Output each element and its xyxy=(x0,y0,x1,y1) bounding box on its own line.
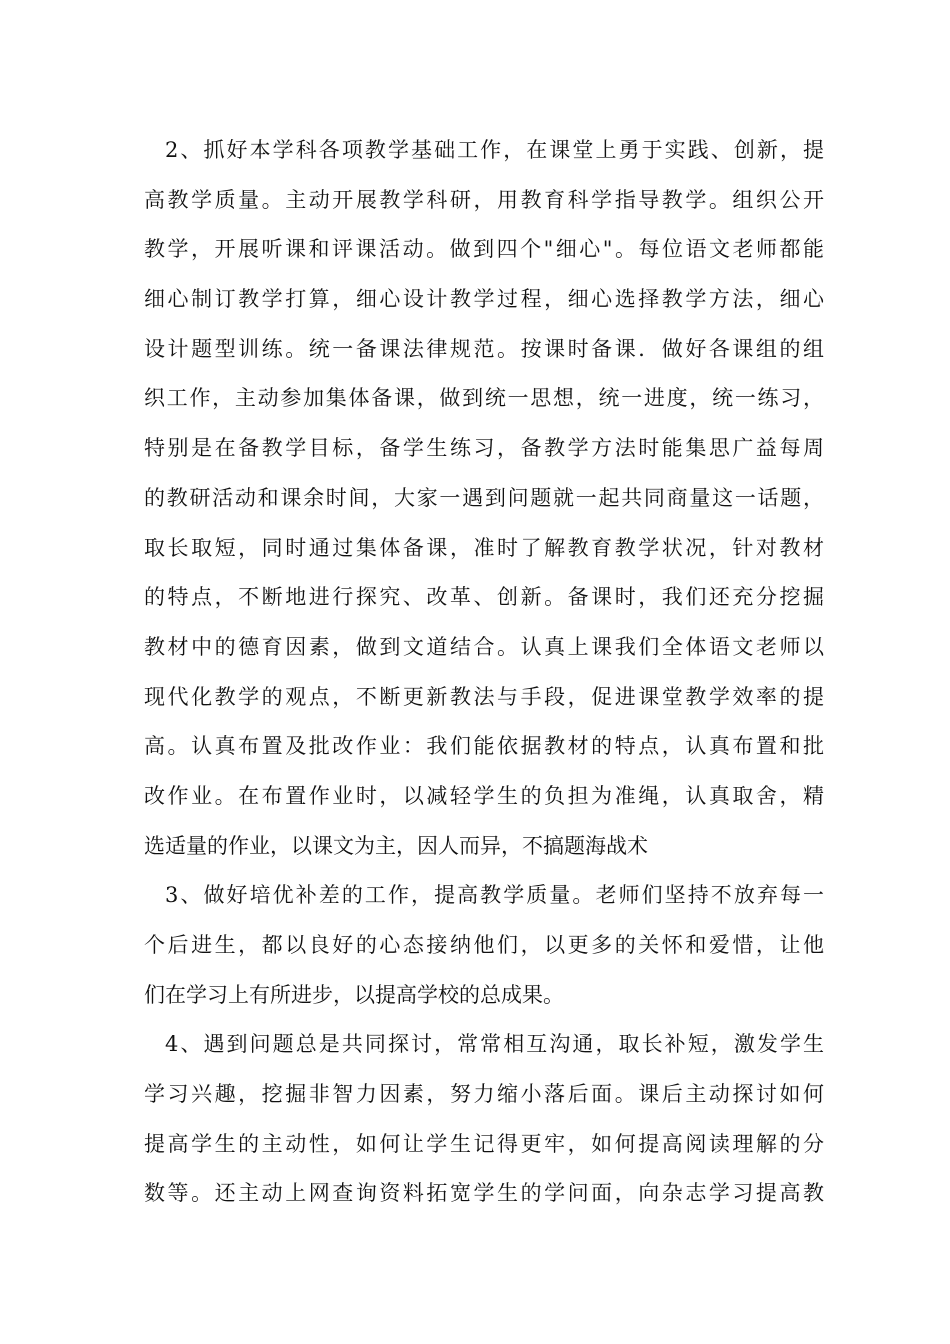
paragraph-3-line-2: 个后进生，都以良好的心态接纳他们，以更多的关怀和爱惜，让他 xyxy=(144,933,824,957)
paragraph-2-line-11: 教材中的德育因素，做到文道结合。认真上课我们全体语文老师以 xyxy=(144,634,824,659)
paragraph-2-line-1: 2、抓好本学科各项教学基础工作，在课堂上勇于实践、创新，提 xyxy=(165,138,824,162)
paragraph-2-line-4: 细心制订教学打算，细心设计教学过程，细心选择教学方法，细心 xyxy=(144,287,824,312)
paragraph-2-line-7: 特别是在备教学目标，备学生练习，备教学方法时能集思广益每周 xyxy=(144,436,824,461)
paragraph-4-line-1: 4、遇到问题总是共同探讨，常常相互沟通，取长补短，激发学生 xyxy=(165,1032,824,1057)
paragraph-2-line-3: 教学，开展听课和评课活动。做到四个"细心"。每位语文老师都能 xyxy=(144,237,824,262)
paragraph-4-line-3: 提高学生的主动性，如何让学生记得更牢，如何提高阅读理解的分 xyxy=(144,1131,824,1156)
paragraph-2-line-8: 的教研活动和课余时间，大家一遇到问题就一起共同商量这一话题， xyxy=(144,485,824,510)
paragraph-2-line-15: 选适量的作业，以课文为主，因人而异，不搞题海战术 xyxy=(144,833,648,858)
paragraph-3-line-3: 们在学习上有所进步，以提高学校的总成果。 xyxy=(144,982,564,1007)
paragraph-2-line-5: 设计题型训练。统一备课法律规范。按课时备课．做好各课组的组 xyxy=(144,336,824,361)
body-text xyxy=(144,126,824,1219)
paragraph-2-line-2: 高教学质量。主动开展教学科研，用教育科学指导教学。组织公开 xyxy=(144,187,824,212)
paragraph-4-line-4: 数等。还主动上网查询资料拓宽学生的学问面，向杂志学习提高教 xyxy=(144,1181,824,1206)
paragraph-2-line-14: 改作业。在布置作业时，以减轻学生的负担为准绳，认真取舍，精 xyxy=(144,783,824,808)
paragraph-2-line-10: 的特点，不断地进行探究、改革、创新。备课时，我们还充分挖掘 xyxy=(144,585,824,610)
paragraph-2-line-6: 织工作，主动参加集体备课，做到统一思想，统一进度，统一练习， xyxy=(144,386,824,411)
paragraph-2-line-12: 现代化教学的观点，不断更新教法与手段，促进课堂教学效率的提 xyxy=(144,684,824,709)
paragraph-4-line-2: 学习兴趣，挖掘非智力因素，努力缩小落后面。课后主动探讨如何 xyxy=(144,1082,824,1107)
paragraph-2-line-9: 取长取短，同时通过集体备课，准时了解教育教学状况，针对教材 xyxy=(144,535,824,560)
paragraph-3-line-1: 3、做好培优补差的工作，提高教学质量。老师们坚持不放弃每一 xyxy=(165,883,824,908)
paragraph-2-line-13: 高。认真布置及批改作业：我们能依据教材的特点，认真布置和批 xyxy=(144,734,824,759)
